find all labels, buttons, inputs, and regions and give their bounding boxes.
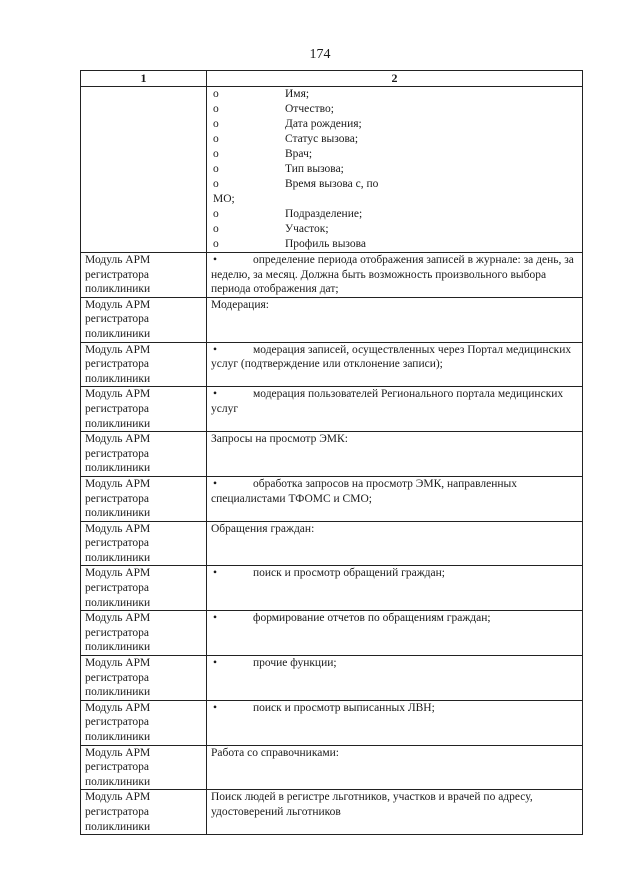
module-label-line: поликлиники [85, 507, 151, 520]
module-cell [81, 476, 207, 521]
module-label-line: регистратора [85, 492, 150, 505]
function-text: модерация пользователей Регионального портала медицинских услуг [211, 388, 564, 415]
module-label-line: регистратора [85, 447, 150, 460]
function-text-block [211, 253, 578, 297]
module-label-line: Модуль АРМ [85, 477, 151, 490]
module-label-line: регистратора [85, 582, 150, 595]
function-cell [207, 611, 583, 656]
function-text: Работа со справочниками: [211, 746, 339, 759]
function-text: прочие функции; [253, 657, 337, 670]
function-text-block [211, 701, 578, 716]
function-text: поиск и просмотр обращений граждан; [253, 567, 445, 580]
table-row [81, 566, 583, 611]
module-cell [81, 745, 207, 790]
filter-item-text: Имя; [285, 88, 310, 100]
module-label-line: Модуль АРМ [85, 701, 151, 714]
filter-item-mo: МО; [213, 193, 235, 205]
module-label-line: Модуль АРМ [85, 791, 151, 804]
page-number: 174 [309, 47, 331, 62]
list-marker: o [213, 163, 219, 175]
table-row-filters [81, 87, 583, 253]
table-row [81, 521, 583, 566]
module-label-line: регистратора [85, 626, 150, 639]
list-marker: o [213, 103, 219, 115]
function-text: Запросы на просмотр ЭМК: [211, 433, 348, 446]
function-cell [207, 745, 583, 790]
table-row [81, 656, 583, 701]
filter-item [211, 117, 578, 132]
module-cell [81, 297, 207, 342]
list-marker: o [213, 133, 219, 145]
module-cell [81, 700, 207, 745]
list-marker: o [213, 148, 219, 160]
function-cell [207, 342, 583, 387]
module-label-line: регистратора [85, 313, 150, 326]
function-text-block [211, 477, 578, 506]
module-label-line: поликлиники [85, 641, 151, 654]
table-row [81, 790, 583, 835]
function-text-block [211, 656, 578, 671]
module-label-line: регистратора [85, 716, 150, 729]
filter-item [211, 87, 578, 102]
table-row [81, 432, 583, 477]
function-text: Обращения граждан: [211, 522, 315, 535]
filter-item-text: Тип вызова; [285, 163, 344, 175]
bullet-marker: • [213, 477, 218, 490]
function-text: определение периода отображения записей в журнале: за день, за неделю, за месяц. Должна быть возможность произвольного выбора периода отображения дат; [211, 254, 574, 296]
module-label-line: поликлиники [85, 820, 151, 833]
module-cell [81, 521, 207, 566]
function-cell [207, 432, 583, 477]
module-label-line: поликлиники [85, 327, 151, 340]
bullet-marker: • [213, 388, 218, 401]
bullet-marker: • [213, 254, 218, 266]
list-marker: o [213, 88, 219, 100]
function-cell [207, 387, 583, 432]
function-text: поиск и просмотр выписанных ЛВН; [253, 701, 435, 714]
module-cell [81, 342, 207, 387]
function-cell [207, 297, 583, 342]
bullet-marker: • [213, 612, 218, 625]
table-row [81, 476, 583, 521]
filter-item [211, 237, 578, 252]
filter-item [211, 132, 578, 147]
list-marker: o [213, 238, 219, 250]
module-cell [81, 566, 207, 611]
table-body [81, 253, 583, 835]
list-marker: o [213, 223, 219, 235]
filter-item-text: Время вызова с, по [285, 178, 379, 190]
module-label-line: регистратора [85, 537, 150, 550]
module-label-line: поликлиники [85, 462, 151, 475]
module-cell [81, 387, 207, 432]
function-cell [207, 521, 583, 566]
function-text: формирование отчетов по обращениям граждан; [253, 612, 491, 625]
module-label-line: поликлиники [85, 596, 151, 609]
function-text: модерация записей, осуществленных через Портал медицинских услуг (подтверждение или отклонение записи); [211, 343, 572, 371]
function-cell [207, 790, 583, 835]
module-label-line: поликлиники [85, 372, 151, 385]
function-cell [207, 700, 583, 745]
function-text-block [211, 343, 578, 372]
function-cell [207, 656, 583, 701]
list-marker: o [213, 118, 219, 130]
module-cell-empty [81, 87, 207, 253]
function-text-block [211, 387, 578, 416]
module-label-line: поликлиники [85, 686, 151, 699]
table-row [81, 700, 583, 745]
list-marker: o [213, 178, 219, 190]
filter-item-text: Отчество; [285, 103, 334, 115]
function-text-block [211, 566, 578, 581]
module-label-line: регистратора [85, 761, 150, 774]
module-label-line: поликлиники [85, 417, 151, 430]
function-cell [207, 253, 583, 298]
module-label-line: поликлиники [85, 551, 151, 564]
filter-list-cell [207, 87, 583, 253]
module-label-line: Модуль АРМ [85, 254, 151, 266]
filter-item-text: Участок; [285, 223, 329, 235]
module-cell [81, 253, 207, 298]
module-label-line: регистратора [85, 268, 150, 281]
filter-item [211, 177, 578, 192]
filter-item-text: Подразделение; [285, 208, 363, 220]
function-text: Модерация: [211, 298, 269, 311]
filter-item-text: Дата рождения; [285, 118, 362, 130]
module-cell [81, 611, 207, 656]
module-label-line: регистратора [85, 358, 150, 371]
module-label-line: регистратора [85, 671, 150, 684]
filter-item [211, 102, 578, 117]
module-label-line: Модуль АРМ [85, 746, 151, 759]
function-text-block [211, 746, 578, 761]
module-label-line: Модуль АРМ [85, 612, 151, 625]
module-label-line: Модуль АРМ [85, 388, 151, 401]
filter-item [211, 162, 578, 177]
function-text-block [211, 522, 578, 537]
bullet-marker: • [213, 343, 218, 356]
table-row [81, 387, 583, 432]
function-text-block [211, 432, 578, 447]
bullet-marker: • [213, 567, 218, 580]
module-label-line: поликлиники [85, 775, 151, 788]
table-row [81, 611, 583, 656]
filter-item [211, 207, 578, 222]
function-text: обработка запросов на просмотр ЭМК, направленных специалистами ТФОМС и СМО; [211, 477, 518, 505]
module-cell [81, 432, 207, 477]
requirements-table [80, 70, 583, 835]
module-label-line: Модуль АРМ [85, 298, 151, 311]
list-marker: o [213, 208, 219, 220]
module-label-line: Модуль АРМ [85, 433, 151, 446]
column-header-1: 1 [81, 71, 207, 87]
table-header-row [81, 71, 583, 87]
function-text-block [211, 611, 578, 626]
bullet-marker: • [213, 701, 218, 714]
module-label-line: регистратора [85, 805, 150, 818]
module-cell [81, 790, 207, 835]
filter-item-text: Статус вызова; [285, 133, 359, 145]
table-row [81, 297, 583, 342]
table-row [81, 253, 583, 298]
bullet-marker: • [213, 657, 218, 670]
function-cell [207, 476, 583, 521]
module-label-line: Модуль АРМ [85, 522, 151, 535]
table-row [81, 745, 583, 790]
filter-item [211, 147, 578, 162]
filter-item-text: Профиль вызова [285, 238, 367, 250]
function-text-block [211, 790, 578, 819]
module-label-line: поликлиники [85, 731, 151, 743]
table-row [81, 342, 583, 387]
function-cell [207, 566, 583, 611]
module-label-line: поликлиники [85, 283, 151, 296]
filter-item [211, 222, 578, 237]
module-label-line: Модуль АРМ [85, 343, 151, 356]
module-label-line: Модуль АРМ [85, 657, 151, 670]
module-label-line: регистратора [85, 402, 150, 415]
module-cell [81, 656, 207, 701]
function-text: Поиск людей в регистре льготников, участков и врачей по адресу, удостоверений льготников [211, 791, 533, 818]
function-text-block [211, 298, 578, 313]
column-header-2: 2 [207, 71, 583, 87]
filter-item-text: Врач; [285, 148, 313, 160]
module-label-line: Модуль АРМ [85, 567, 151, 580]
